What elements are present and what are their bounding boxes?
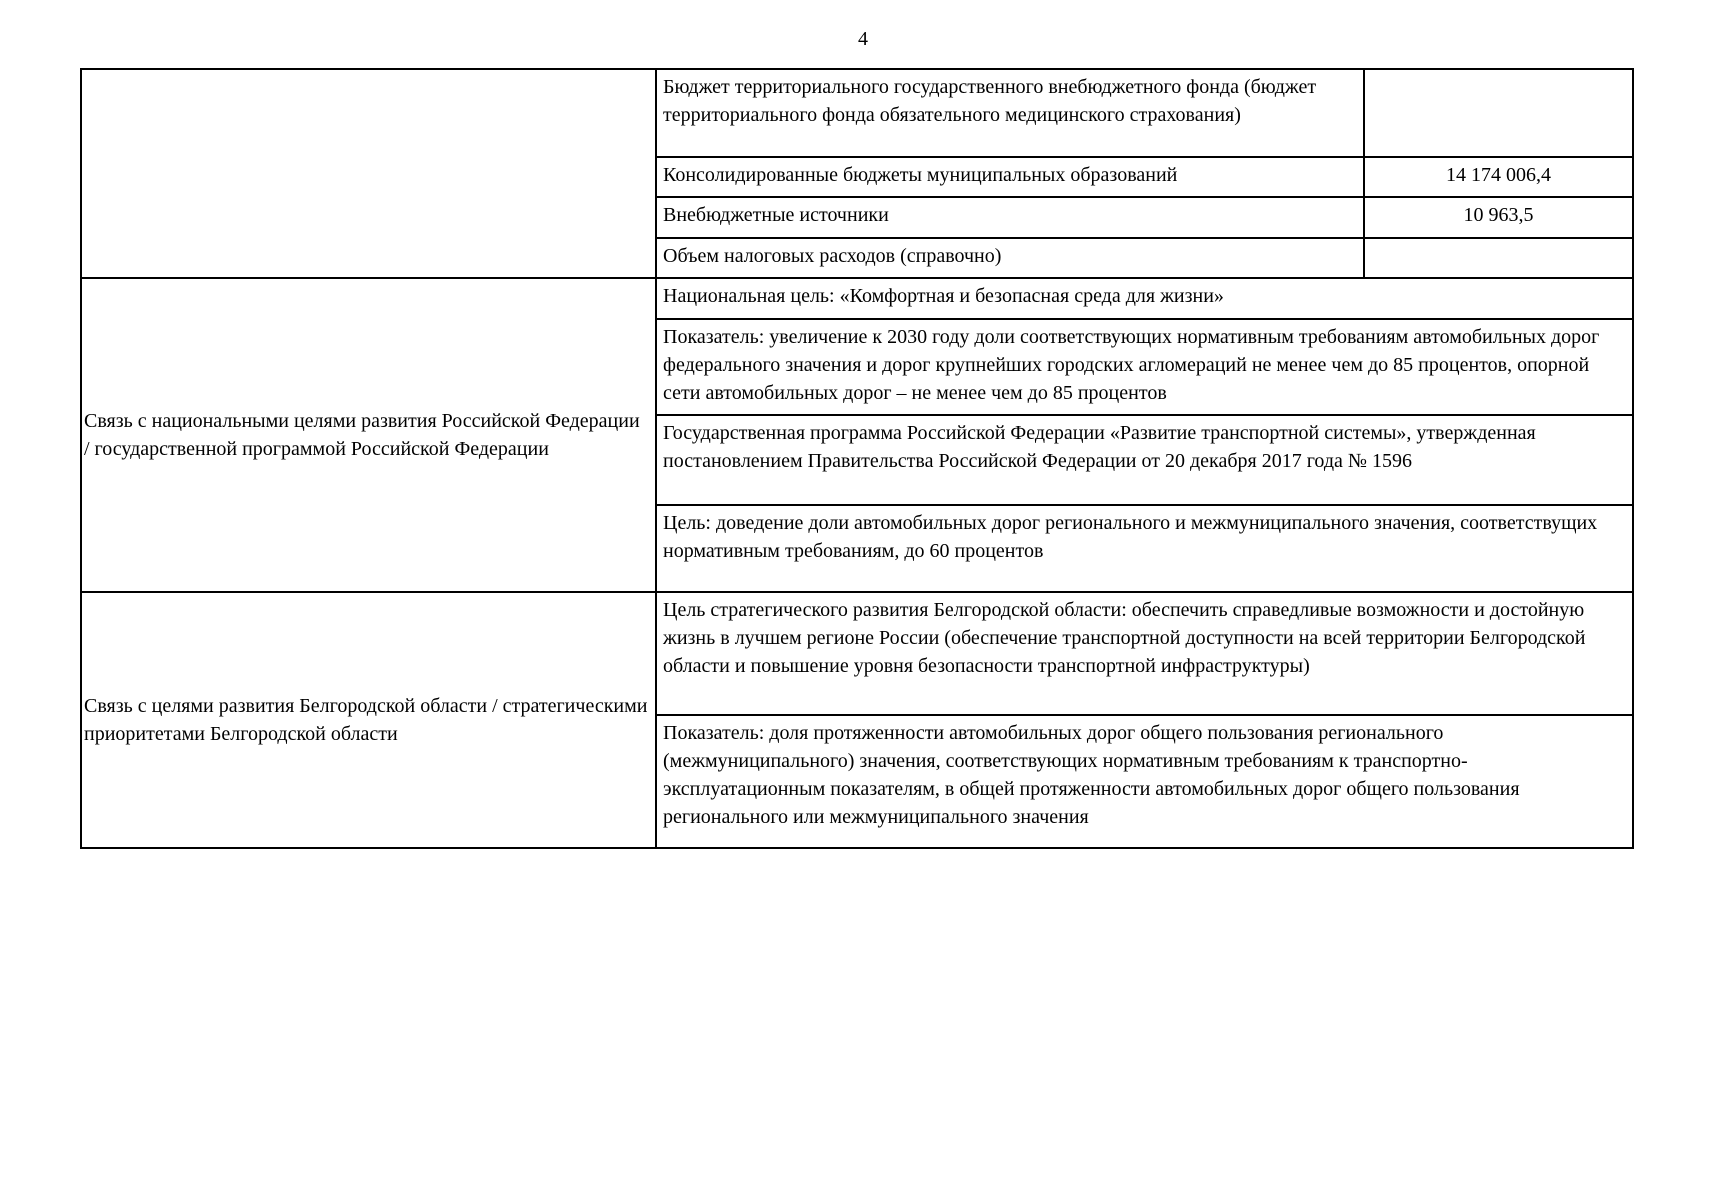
national-goal-item: Цель: доведение доли автомобильных дорог регионального и межмуниципального значения, соответствущих нормативным требованиям, до 60 процентов xyxy=(656,505,1633,592)
table-row xyxy=(81,592,1633,715)
national-goal-item: Показатель: увеличение к 2030 году доли соответствующих нормативным требованиям автомобильных дорог федерального значения и дорог крупнейших городских агломераций не менее чем до 85 процентов, опорной сети автомобильных дорог – не менее чем до 85 процентов xyxy=(656,319,1633,415)
budget-label: Объем налоговых расходов (справочно) xyxy=(656,238,1364,278)
budget-value: 14 174 006,4 xyxy=(1364,157,1633,197)
page-number: 4 xyxy=(858,28,868,50)
table-row xyxy=(81,278,1633,319)
national-goal-item: Государственная программа Российской Федерации «Развитие транспортной системы», утвержденная постановлением Правительства Российской Федерации от 20 декабря 2017 года № 1596 xyxy=(656,415,1633,505)
passport-table xyxy=(80,68,1634,849)
budget-label: Консолидированные бюджеты муниципальных образований xyxy=(656,157,1364,197)
table-row xyxy=(81,69,1633,157)
regional-goals-label: Связь с целями развития Белгородской области / стратегическими приоритетами Белгородской области xyxy=(81,592,656,848)
budget-value: 10 963,5 xyxy=(1364,197,1633,238)
budget-value xyxy=(1364,69,1633,157)
regional-goal-item: Цель стратегического развития Белгородской области: обеспечить справедливые возможности и достойную жизнь в лучшем регионе России (обеспечение транспортной доступности на всей территории Белгородской области и повышение уровня безопасности транспортной инфраструктуры) xyxy=(656,592,1633,715)
budget-value xyxy=(1364,238,1633,278)
empty-label-cell xyxy=(81,69,656,278)
regional-goal-item: Показатель: доля протяженности автомобильных дорог общего пользования регионального (межмуниципального) значения, соответствующих нормативным требованиям к транспортно-эксплуатационным показателям, в общей протяженности автомобильных дорог общего пользования регионального или межмуниципального значения xyxy=(656,715,1633,848)
budget-label: Бюджет территориального государственного внебюджетного фонда (бюджет территориального фонда обязательного медицинского страхования) xyxy=(656,69,1364,157)
budget-label: Внебюджетные источники xyxy=(656,197,1364,238)
national-goal-item: Национальная цель: «Комфортная и безопасная среда для жизни» xyxy=(656,278,1633,319)
national-goals-label: Связь с национальными целями развития Российской Федерации / государственной программой Российской Федерации xyxy=(81,278,656,592)
